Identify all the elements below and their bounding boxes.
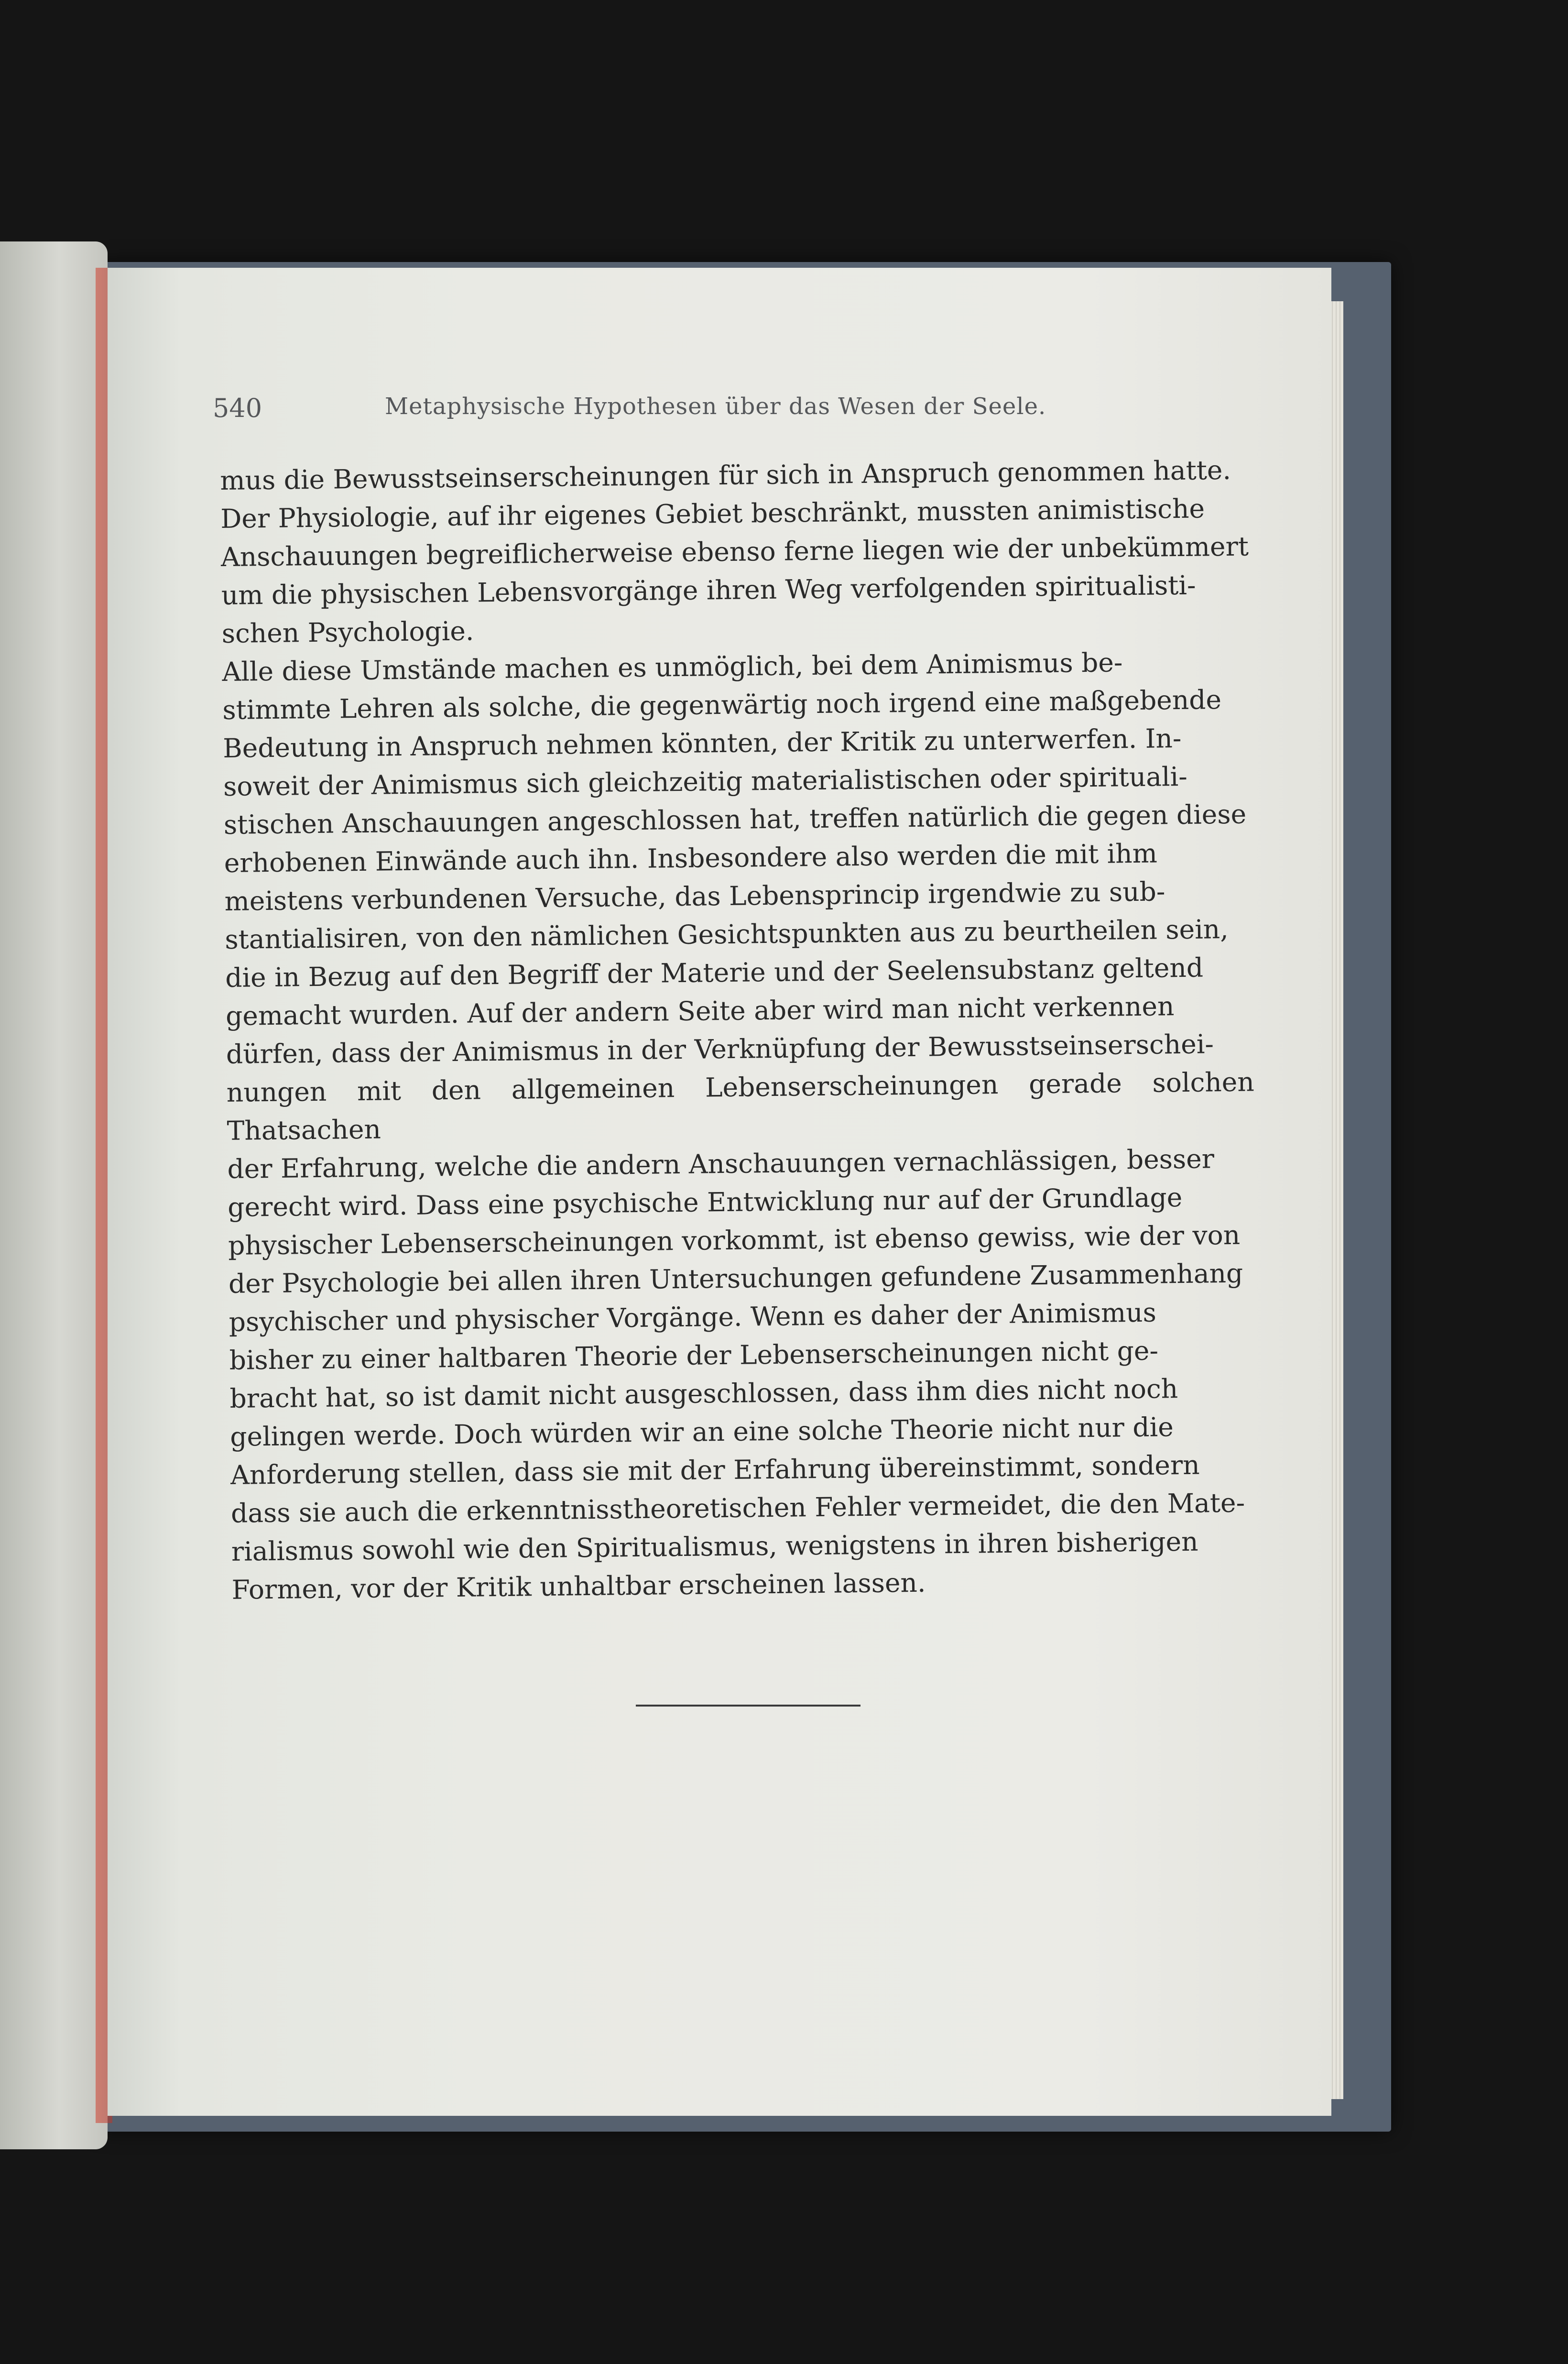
- body-text: [220, 450, 1260, 1609]
- running-title: Metaphysische Hypothesen über das Wesen der Seele.: [385, 393, 1046, 420]
- left-page-edge: [0, 241, 108, 2149]
- page-header: [213, 393, 1073, 436]
- paragraph-1: mus die Bewusstseinserscheinungen für sich in Anspruch genommen hatte. Der Physiologie, auf ihr eigenes Gebiet beschränkt, mussten animistische Anschauungen begreiflicherweise ebenso ferne liegen wie der unbekümmert um die physischen Lebensvorgänge ihren Weg verfolgenden spiritualisti- schen Psychologie.: [220, 454, 1249, 649]
- section-end-rule: [636, 1705, 860, 1707]
- paragraph-2: Alle diese Umstände machen es unmöglich, bei dem Animismus be- stimmte Lehren als solche, die gegenwärtig noch irgend eine maßgebende Bedeutung in Anspruch nehmen könnten, der Kritik zu unterwerfen. In- soweit der Animismus sich gleichzeitig materialistischen oder spirituali- stischen Anschauungen angeschlossen hat, treffen natürlich die gegen diese erhobenen Einwände auch ihn. Insbesondere also werden die mit ihm meistens verbundenen Versuche, das Lebensprincip irgendwie zu sub- stantialisiren, von den nämlichen Gesichtspunkten aus zu beurtheilen sein, die in Bezug auf den Begriff der Materie und der Seelensubstanz geltend gemacht wurden. Auf der andern Seite aber wird man nicht verkennen dürfen, dass der Animismus in der Verknüpfung der Bewusstseinserschei- nungen mit den allgemeinen Lebenserscheinungen gerade solchen Thatsachen der Erfahrung, welche die andern Anschauungen vernachlässigen, besser gerecht wird. Dass eine psychische Entwicklung nur auf der Grundlage physischer Lebenserscheinungen vorkommt, ist ebenso gewiss, wie der von der Psychologie bei allen ihren Untersuchungen gefundene Zusammenhang psychischer und physischer Vorgänge. Wenn es daher der Animismus bisher zu einer haltbaren Theorie der Lebenserscheinungen nicht ge- bracht hat, so ist damit nicht ausgeschlossen, dass ihm dies nicht noch gelingen werde. Doch würden wir an eine solche Theorie nicht nur die Anforderung stellen, dass sie mit der Erfahrung übereinstimmt, sondern dass sie auch die erkenntnisstheoretischen Fehler vermeidet, die den Mate- rialismus sowohl wie den Spiritualismus, wenigstens in ihren bisherigen Formen, vor der Kritik unhaltbar erscheinen lassen.: [222, 647, 1255, 1605]
- page-number: 540: [213, 393, 262, 423]
